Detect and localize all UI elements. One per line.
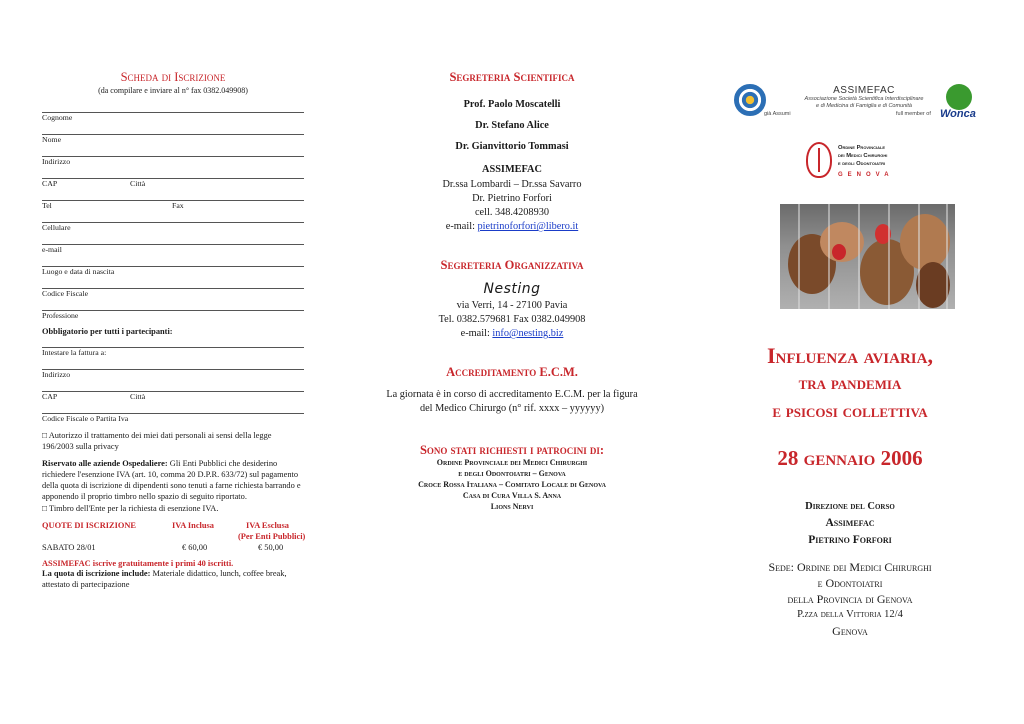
form-title: Scheda di Iscrizione	[120, 70, 226, 84]
ordine-logo-block	[700, 140, 1000, 192]
venue-line: della Provincia di Genova	[787, 592, 913, 606]
direction-line: Pietrino Forfori	[808, 534, 892, 546]
assimefac-desc: e di Medicina di Famiglia e di Comunità	[816, 103, 912, 109]
event-date: 28 gennaio 2006	[777, 446, 923, 470]
wonca-logo-text: Wonca	[940, 108, 976, 120]
direction-line: Assimefac	[825, 517, 875, 529]
form-field-label: Nome	[42, 135, 62, 144]
form-field-line[interactable]	[42, 189, 304, 201]
form-field-line[interactable]	[42, 380, 304, 392]
form-field-line[interactable]	[42, 299, 304, 311]
quota-includes: La quota di iscrizione include: Materiale didattico, lunch, coffee break, attestato di partecipazione	[42, 569, 287, 589]
form-field-label: e-mail	[42, 245, 62, 254]
venue-block	[700, 559, 1000, 639]
email-line: e-mail: pietrinoforfori@libero.it	[445, 221, 579, 232]
obligatory-label: Obbligatorio per tutti i partecipanti:	[42, 327, 173, 336]
form-field-label: Luogo e data di nascita	[42, 267, 115, 276]
person-name: Prof. Paolo Moscatelli	[463, 99, 561, 110]
org-name: ASSIMEFAC	[482, 164, 542, 175]
contact-line: Dr. Pietrino Forfori	[472, 193, 552, 204]
form-field-label: Codice Fiscale	[42, 289, 89, 298]
privacy-checkbox-text[interactable]: □ Autorizzo il trattamento dei miei dati personali ai sensi della legge 196/2003 sulla privacy	[42, 431, 272, 451]
ordine-logo-line: Ordine Provinciale	[838, 145, 886, 151]
form-field-label: Indirizzo	[42, 370, 71, 379]
form-field-label: CAP Città	[42, 392, 146, 401]
ecm-title: Accreditamento E.C.M.	[446, 365, 578, 379]
form-field-line[interactable]	[42, 255, 304, 267]
ecm-text: La giornata è in corso di accreditamento E.C.M. per la figura del Medico Chirurgo (n° rif. xxxx – yyyyyy)	[386, 389, 638, 414]
form-field-label: Tel Fax	[42, 201, 184, 210]
event-title-line: Influenza aviaria,	[767, 343, 933, 368]
person-name: Dr. Gianvittorio Tommasi	[455, 141, 569, 152]
form-fields	[42, 101, 304, 321]
form-field-line[interactable]	[42, 101, 304, 113]
event-title-line: e psicosi collettiva	[772, 401, 928, 422]
ordine-logo-line: dei Medici Chirurghi	[838, 153, 888, 159]
venue-line: Genova	[832, 624, 868, 638]
contact-line: cell. 348.4208930	[474, 207, 550, 218]
venue-line: P.zza della Vittoria 12/4	[797, 609, 903, 620]
email-link[interactable]: pietrinoforfori@libero.it	[477, 221, 579, 232]
registration-form	[42, 70, 304, 590]
ordine-genova-text: GENOVA	[838, 172, 894, 178]
form-field-label: Indirizzo	[42, 157, 71, 166]
contact-line: Dr.ssa Lombardi – Dr.ssa Savarro	[442, 179, 582, 190]
form-field-label: Cognome	[42, 113, 73, 122]
venue-line: Sede: Ordine dei Medici Chirurghi	[768, 560, 932, 574]
hen-comb-shape	[832, 244, 846, 260]
assimefac-logo-name: ASSIMEFAC	[833, 85, 895, 96]
form-field-line[interactable]	[42, 233, 304, 245]
patronage-item: Casa di Cura Villa S. Anna	[462, 491, 562, 500]
secretariat-column	[372, 70, 652, 512]
address-line: via Verri, 14 - 27100 Pavia	[456, 300, 568, 311]
fees-subheader-row: (Per Enti Pubblici)	[238, 532, 306, 541]
email-line: e-mail: info@nesting.biz	[460, 328, 564, 339]
wonca-globe-icon	[946, 84, 972, 110]
scientific-secretariat-title: Segreteria Scientifica	[449, 70, 575, 84]
form-field-label: Professione	[42, 311, 79, 320]
form-field-label: Cellulare	[42, 223, 71, 232]
fees-table	[42, 520, 304, 553]
invoice-fields	[42, 336, 304, 424]
assimefac-emblem-icon	[734, 84, 766, 116]
patronage-item: Lions Nervi	[490, 502, 534, 511]
form-field-line[interactable]	[42, 145, 304, 157]
form-field-line[interactable]	[42, 358, 304, 370]
assimefac-logo-block	[700, 70, 1000, 130]
venue-line: e Odontoiatri	[817, 576, 883, 590]
scientific-people	[372, 94, 652, 157]
patronage-title: Sono stati richiesti i patrocini di:	[419, 443, 605, 457]
form-field-line[interactable]	[42, 123, 304, 135]
fees-row: SABATO 28/01 € 60,00 € 50,00	[42, 543, 284, 552]
event-title	[700, 342, 1000, 426]
form-subtitle: (da compilare e inviare al n° fax 0382.049908)	[98, 86, 248, 95]
fees-header-row: QUOTE DI ISCRIZIONE IVA Inclusa IVA Esclusa	[42, 521, 289, 530]
nesting-logo: Nesting	[483, 281, 541, 297]
organizing-secretariat-title: Segreteria Organizzativa	[440, 258, 584, 272]
cover-column	[700, 70, 1000, 639]
form-field-label: Codice Fiscale o Partita Iva	[42, 414, 129, 423]
patronage-item: e degli Odontoiatri – Genova	[458, 469, 566, 478]
form-field-label: Intestare la fattura a:	[42, 348, 107, 357]
form-field-label: CAP Città	[42, 179, 146, 188]
course-direction	[700, 498, 1000, 549]
hen-shape	[900, 214, 950, 270]
hen-shape	[916, 262, 950, 308]
caged-hens-photo	[780, 204, 955, 309]
stamp-checkbox-text[interactable]: □ Timbro dell'Ente per la richiesta di esenzione IVA.	[42, 504, 219, 513]
phone-line: Tel. 0382.579681 Fax 0382.049908	[438, 314, 586, 325]
free-registration-note: ASSIMEFAC iscrive gratuitamente i primi 40 iscritti.	[42, 559, 234, 568]
form-field-line[interactable]	[42, 211, 304, 223]
patronage-item: Croce Rossa Italiana – Comitato Locale di Genova	[418, 480, 606, 489]
form-field-line[interactable]	[42, 167, 304, 179]
form-field-line[interactable]	[42, 402, 304, 414]
patronage-item: Ordine Provinciale dei Medici Chirurghi	[436, 458, 588, 467]
ordine-logo-line: e degli Odontoiatri	[838, 161, 886, 167]
form-field-line[interactable]	[42, 277, 304, 289]
hospital-paragraph: Riservato alle aziende Ospedaliere: Gli Enti Pubblici che desiderino richiedere l'esenzione IVA (art. 10, comma 20 D.P.R. 633/72) sul pagamento della quota di iscrizione di dipendenti sono tenuti a farne richiesta barrando e apponendo il proprio timbro nello spazio di seguito riportato.	[42, 459, 301, 501]
gia-assunto-text: già Assumi	[764, 111, 791, 117]
assimefac-desc: Associazione Società Scientifica Interdisciplinare	[804, 96, 924, 102]
caduceus-icon	[806, 142, 832, 178]
person-name: Dr. Stefano Alice	[475, 120, 549, 131]
full-member-text: full member of	[896, 111, 931, 117]
event-title-line: tra pandemia	[798, 373, 902, 394]
direction-line: Direzione del Corso	[805, 501, 895, 512]
form-field-line[interactable]	[42, 336, 304, 348]
patronage-list	[372, 457, 652, 512]
email-link[interactable]: info@nesting.biz	[492, 328, 564, 339]
